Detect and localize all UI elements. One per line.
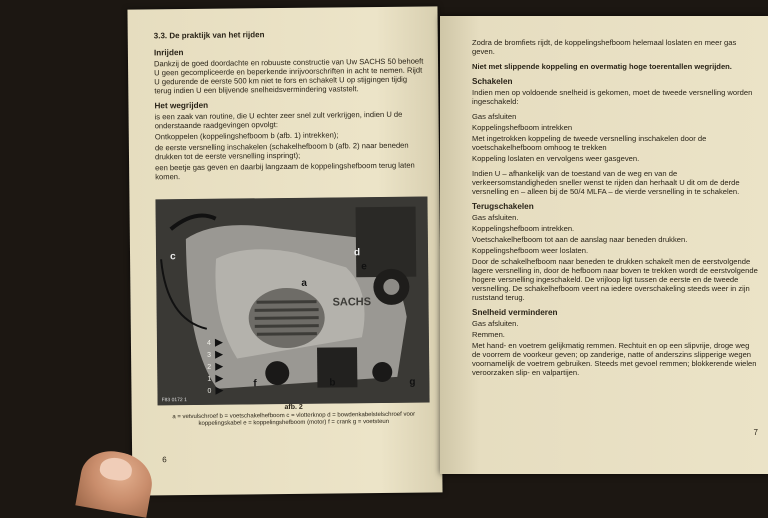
photo-code: F83 0172 1 <box>161 397 187 404</box>
figure-caption <box>158 402 430 428</box>
step-remmen: Remmen. <box>472 330 505 339</box>
heading-inrijden: Inrijden <box>153 48 184 58</box>
gear-markers <box>207 337 224 397</box>
label-a: a <box>301 277 307 289</box>
paragraph-remmen: Met hand- en voetrem gelijkmatig remmen. Rechtuit en op een slipvrije, droge weg de voorrem de voorkeur geven; op zanderige, natte of anderszins slipperige wegen voornamelijk de voetrem gebruiken. Steeds met gevoel remmen; blokkerende wielen veroorzaken slip- en valpartijen. <box>472 341 757 377</box>
step-terug-koppeling: Koppelingshefboom intrekken. <box>472 224 575 233</box>
heading-wegrijden: Het wegrijden <box>154 100 209 111</box>
step-rem-gas: Gas afsluiten. <box>472 319 519 328</box>
paragraph-ontkoppelen: Ontkoppelen (koppelingshefboom b (afb. 1) intrekken); <box>154 130 339 142</box>
left-page-text <box>154 29 428 188</box>
heading-schakelen: Schakelen <box>472 77 513 86</box>
right-page <box>440 16 768 474</box>
label-e: e <box>361 261 367 273</box>
gear-marker: 4 <box>207 337 223 349</box>
label-b: b <box>329 377 336 389</box>
paragraph-eerste-versnelling: de eerste versnelling inschakelen (schakelhefboom b (afb. 2) naar beneden drukken tot de eerste versnelling inspringt); <box>154 140 409 162</box>
step-tweede-versnelling: Met ingetrokken koppeling de tweede versnelling inschakelen door de voetschakelhefboom omhoog te trekken <box>472 134 707 152</box>
step-gas-afsluiten: Gas afsluiten <box>472 112 517 121</box>
gear-marker: 0 <box>207 385 223 397</box>
step-koppeling-loslaten: Koppeling loslaten en vervolgens weer gasgeven. <box>472 154 640 163</box>
caption-text: a = vetvulschroef b = voetschakelhefboom c = vlotterknop d = bowdenkabelstelschroef voor koppelingskabel e = koppelingshefboom (motor) f = crank g = voetsteun <box>172 411 416 427</box>
engine-illustration <box>155 197 429 406</box>
engine-photo <box>155 197 429 406</box>
label-f: f <box>253 378 257 390</box>
step-terug-voetschakel: Voetschakelhefboom tot aan de aanslag naar beneden drukken. <box>472 235 688 244</box>
paragraph-wegrijden-intro: is een zaak van routine, die U echter zeer snel zult verkrijgen, indien U de onderstaande raadgevingen opvolgt: <box>154 109 403 131</box>
step-terug-loslaten: Koppelingshefboom weer loslaten. <box>472 246 589 255</box>
paragraph-schakelhefboom: Door de schakelhefboom naar beneden te drukken schakelt men de eerstvolgende lagere versnelling in, door de hefboom naar boven te trekken wordt de eerstvolgende hogere versnelling ingeschakeld. De vrijloop ligt tussen de eerste en de tweede versnelling. De schakelhefboom veert na iedere overschakeling steeds weer in zijn ruststand terug. <box>472 257 758 302</box>
heading-terugschakelen: Terugschakelen <box>472 202 534 211</box>
step-terug-gas: Gas afsluiten. <box>472 213 519 222</box>
paragraph-gas-geven: een beetje gas geven en daarbij langzaam de koppelingshefboom terug laten komen. <box>155 160 415 182</box>
left-page <box>127 6 442 495</box>
label-d: d <box>353 247 361 259</box>
page-number-right: 7 <box>753 428 758 437</box>
label-g: g <box>409 376 416 388</box>
warning-text: Niet met slippende koppeling en overmatig hoge toerentallen wegrijden. <box>472 62 732 71</box>
figure-label: afb. 2 <box>284 403 303 412</box>
step-koppeling-intrekken: Koppelingshefboom intrekken <box>472 123 573 132</box>
engine-brand-text: SACHS <box>332 296 372 309</box>
page-number-left: 6 <box>162 455 167 465</box>
gear-marker: 1 <box>207 373 223 385</box>
label-c: c <box>169 251 176 263</box>
paragraph-schakelen-intro: Indien men op voldoende snelheid is gekomen, moet de tweede versnelling worden ingeschakeld: <box>472 88 753 106</box>
paragraph-derde-vierde: Indien U – afhankelijk van de toestand van de weg en van de verkeersomstandigheden sneller wenst te rijden dan herhaalt U dit om de derde versnelling en – alleen bij de 50/4 MLFA – de vierde versnelling in te schakelen. <box>472 169 740 196</box>
right-page-text <box>472 38 758 383</box>
gear-marker: 2 <box>207 361 223 373</box>
gear-marker: 3 <box>207 349 223 361</box>
heading-snelheid-verminderen: Snelheid verminderen <box>472 308 558 317</box>
section-heading: 3.3. De praktijk van het rijden <box>153 30 265 41</box>
paragraph-zodra: Zodra de bromfiets rijdt, de koppelingshefboom helemaal loslaten en meer gas geven. <box>472 38 737 56</box>
paragraph-inrijden: Dankzij de goed doordachte en robuuste constructie van Uw SACHS 50 behoeft U geen gecompliceerde en beperkende inrijvoorschriften in acht te nemen. Rijdt U gedurende de eerste 500 km niet te fors en schakelt U op stijgingen tijdig terug indien U een blijvende snelheidsvermindering vaststelt. <box>153 56 424 96</box>
